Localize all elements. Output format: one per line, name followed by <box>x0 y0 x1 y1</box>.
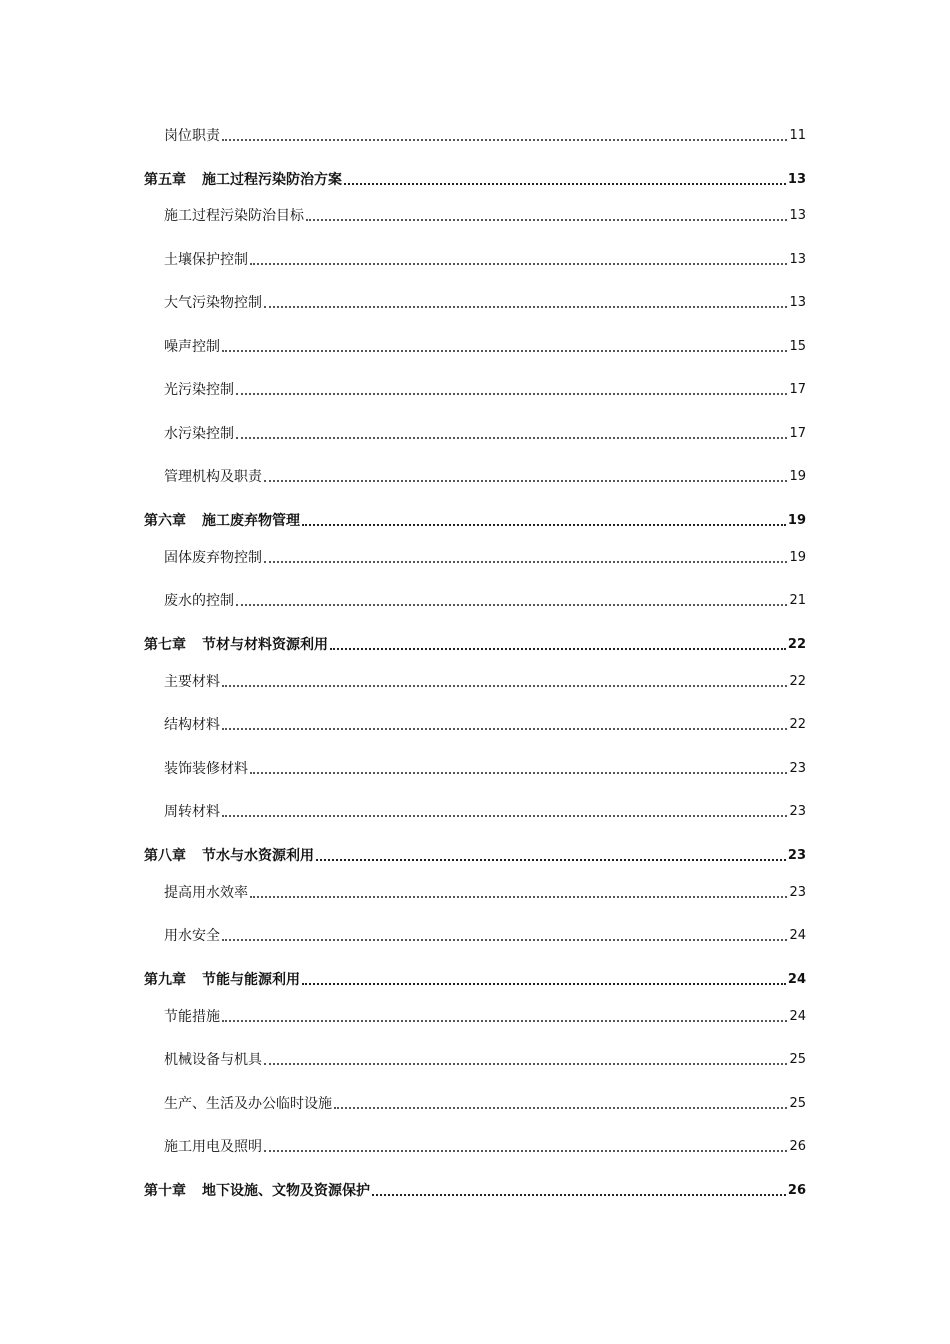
toc-entry-title: 节能措施 <box>164 1009 220 1025</box>
dot-leader <box>264 480 787 482</box>
toc-entry-page: 22 <box>789 717 806 732</box>
toc-entry[interactable] <box>164 1008 806 1026</box>
toc-chapter-label <box>144 512 300 530</box>
toc-entry-title: 机械设备与机具 <box>164 1052 262 1068</box>
toc-entry[interactable] <box>164 803 806 821</box>
dot-leader <box>250 896 787 898</box>
toc-entry[interactable] <box>164 127 806 145</box>
toc-entry[interactable] <box>164 549 806 567</box>
chapter-number: 第六章 <box>144 513 186 529</box>
chapter-title: 节材与材料资源利用 <box>202 637 328 653</box>
toc-entry-page: 24 <box>789 928 806 943</box>
dot-leader <box>306 219 787 221</box>
toc-entry-page: 15 <box>789 339 806 354</box>
toc-entry[interactable] <box>164 1095 806 1113</box>
dot-leader <box>222 728 787 730</box>
toc-chapter-entry[interactable] <box>144 512 806 530</box>
toc-entry-page: 19 <box>789 550 806 565</box>
toc-entry-page: 24 <box>787 972 806 987</box>
toc-entry-page: 13 <box>789 208 806 223</box>
toc-entry-page: 22 <box>789 674 806 689</box>
toc-entry[interactable] <box>164 338 806 356</box>
dot-leader <box>334 1107 787 1109</box>
chapter-number: 第七章 <box>144 637 186 653</box>
dot-leader <box>222 139 787 141</box>
toc-entry-page: 25 <box>789 1052 806 1067</box>
dot-leader <box>330 648 786 650</box>
dot-leader <box>302 983 786 985</box>
dot-leader <box>264 561 787 563</box>
toc-entry-title: 管理机构及职责 <box>164 469 262 485</box>
toc-entry-title: 施工用电及照明 <box>164 1139 262 1155</box>
toc-entry-page: 23 <box>789 804 806 819</box>
toc-entry-title: 用水安全 <box>164 928 220 944</box>
toc-entry-page: 22 <box>787 637 806 652</box>
toc-entry-title: 大气污染物控制 <box>164 295 262 311</box>
dot-leader <box>250 263 787 265</box>
toc-entry[interactable] <box>164 207 806 225</box>
toc-entry-page: 13 <box>789 252 806 267</box>
dot-leader <box>250 772 787 774</box>
toc-entry-page: 13 <box>789 295 806 310</box>
toc-entry-title: 水污染控制 <box>164 426 234 442</box>
toc-entry[interactable] <box>164 592 806 610</box>
toc-entry[interactable] <box>164 927 806 945</box>
toc-chapter-entry[interactable] <box>144 971 806 989</box>
toc-entry-title: 结构材料 <box>164 717 220 733</box>
dot-leader <box>344 183 786 185</box>
toc-entry[interactable] <box>164 425 806 443</box>
chapter-title: 施工废弃物管理 <box>202 513 300 529</box>
toc-entry-title: 噪声控制 <box>164 339 220 355</box>
dot-leader <box>302 524 786 526</box>
toc-entry-title: 提高用水效率 <box>164 885 248 901</box>
dot-leader <box>264 306 787 308</box>
toc-chapter-label <box>144 1182 370 1200</box>
dot-leader <box>236 604 787 606</box>
toc-entry-page: 17 <box>789 382 806 397</box>
toc-entry-page: 19 <box>787 513 806 528</box>
chapter-title: 节水与水资源利用 <box>202 848 314 864</box>
toc-entry-page: 23 <box>787 848 806 863</box>
toc-entry-page: 19 <box>789 469 806 484</box>
dot-leader <box>222 350 787 352</box>
toc-entry-page: 11 <box>789 128 806 143</box>
toc-entry[interactable] <box>164 1138 806 1156</box>
dot-leader <box>236 437 787 439</box>
toc-entry-title: 废水的控制 <box>164 593 234 609</box>
toc-entry[interactable] <box>164 760 806 778</box>
toc-chapter-entry[interactable] <box>144 1182 806 1200</box>
toc-chapter-entry[interactable] <box>144 171 806 189</box>
toc-entry-page: 26 <box>787 1183 806 1198</box>
toc-entry[interactable] <box>164 673 806 691</box>
toc-entry-title: 施工过程污染防治目标 <box>164 208 304 224</box>
toc-entry-page: 25 <box>789 1096 806 1111</box>
chapter-title: 节能与能源利用 <box>202 972 300 988</box>
toc-entry-page: 13 <box>787 172 806 187</box>
chapter-title: 施工过程污染防治方案 <box>202 172 342 188</box>
toc-entry-title: 主要材料 <box>164 674 220 690</box>
toc-chapter-label <box>144 847 314 865</box>
dot-leader <box>372 1194 786 1196</box>
toc-entry-title: 周转材料 <box>164 804 220 820</box>
dot-leader <box>264 1063 787 1065</box>
toc-entry-page: 26 <box>789 1139 806 1154</box>
toc-chapter-entry[interactable] <box>144 636 806 654</box>
toc-entry[interactable] <box>164 381 806 399</box>
toc-entry[interactable] <box>164 1051 806 1069</box>
toc-entry[interactable] <box>164 294 806 312</box>
toc-entry-page: 23 <box>789 885 806 900</box>
dot-leader <box>222 939 787 941</box>
toc-entry-page: 21 <box>789 593 806 608</box>
toc-entry[interactable] <box>164 251 806 269</box>
dot-leader <box>316 859 786 861</box>
dot-leader <box>222 815 787 817</box>
chapter-number: 第九章 <box>144 972 186 988</box>
toc-entry-title: 土壤保护控制 <box>164 252 248 268</box>
dot-leader <box>222 685 787 687</box>
toc-entry-page: 23 <box>789 761 806 776</box>
dot-leader <box>236 393 787 395</box>
chapter-number: 第十章 <box>144 1183 186 1199</box>
toc-entry[interactable] <box>164 884 806 902</box>
toc-chapter-entry[interactable] <box>144 847 806 865</box>
toc-entry-title: 固体废弃物控制 <box>164 550 262 566</box>
toc-chapter-label <box>144 636 328 654</box>
toc-entry-title: 生产、生活及办公临时设施 <box>164 1096 332 1112</box>
toc-chapter-label <box>144 171 342 189</box>
toc-chapter-label <box>144 971 300 989</box>
dot-leader <box>264 1150 787 1152</box>
chapter-number: 第五章 <box>144 172 186 188</box>
toc-entry-title: 岗位职责 <box>164 128 220 144</box>
toc-entry-page: 17 <box>789 426 806 441</box>
chapter-number: 第八章 <box>144 848 186 864</box>
toc-entry[interactable] <box>164 468 806 486</box>
dot-leader <box>222 1020 787 1022</box>
chapter-title: 地下设施、文物及资源保护 <box>202 1183 370 1199</box>
toc-entry-title: 光污染控制 <box>164 382 234 398</box>
toc-entry[interactable] <box>164 716 806 734</box>
toc-entry-title: 装饰装修材料 <box>164 761 248 777</box>
toc-entry-page: 24 <box>789 1009 806 1024</box>
